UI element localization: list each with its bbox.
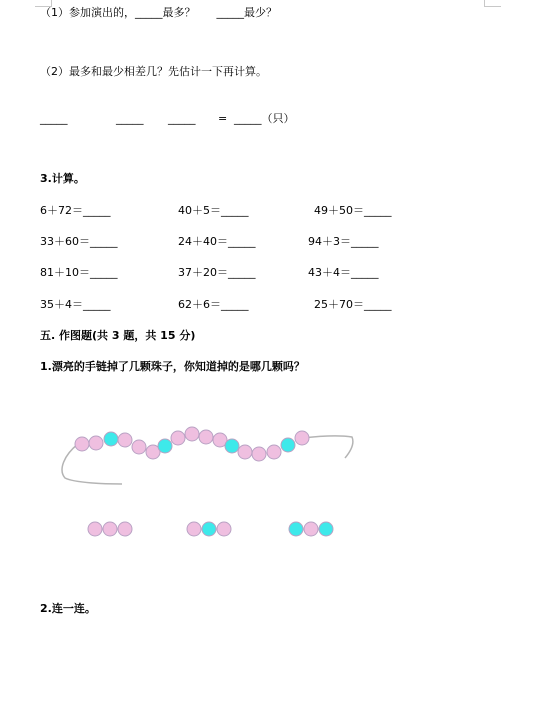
option-bead — [88, 522, 102, 536]
bracelet-bead — [75, 437, 89, 451]
calc-cell: 62＋6＝_____ — [178, 298, 249, 311]
question-5-1: 1.漂亮的手链掉了几颗珠子，你知道掉的是哪几颗吗？ — [40, 360, 305, 373]
option-bead — [289, 522, 303, 536]
bracelet-bead — [118, 433, 132, 447]
bracelet-bead — [281, 438, 295, 452]
calc-cell: 37＋20＝_____ — [178, 266, 256, 279]
q2-blank-b: _____ — [116, 112, 144, 125]
calc-cell: 24＋40＝_____ — [178, 235, 256, 248]
option-bead — [103, 522, 117, 536]
calc-cell: 40＋5＝_____ — [178, 204, 249, 217]
bracelet-bead — [225, 439, 239, 453]
q2-result: _____（只） — [234, 112, 295, 125]
option-bead — [202, 522, 216, 536]
bracelet-bead — [89, 436, 103, 450]
calc-cell: 94＋3＝_____ — [308, 235, 379, 248]
question-5-2: 2.连一连。 — [40, 602, 96, 615]
calc-cell: 49＋50＝_____ — [314, 204, 392, 217]
question-1-line: （1）参加演出的，_____最多？ _____最少？ — [40, 6, 277, 19]
bracelet-bead — [104, 432, 118, 446]
calc-cell: 33＋60＝_____ — [40, 235, 118, 248]
option-bead — [319, 522, 333, 536]
option-bead — [118, 522, 132, 536]
option-bead — [304, 522, 318, 536]
bracelet-bead — [158, 439, 172, 453]
bracelet-bead — [199, 430, 213, 444]
bracelet-bead — [267, 445, 281, 459]
option-bead — [187, 522, 201, 536]
q2-blank-c: _____ — [168, 112, 196, 125]
calc-cell: 6＋72＝_____ — [40, 204, 111, 217]
bracelet-bead — [185, 427, 199, 441]
bracelet-bead — [171, 431, 185, 445]
calc-cell: 43＋4＝_____ — [308, 266, 379, 279]
calc-cell: 25＋70＝_____ — [314, 298, 392, 311]
bracelet-bead — [132, 440, 146, 454]
calc-cell: 81＋10＝_____ — [40, 266, 118, 279]
section-3-title: 3.计算。 — [40, 172, 85, 185]
calc-cell: 35＋4＝_____ — [40, 298, 111, 311]
option-bead — [217, 522, 231, 536]
q2-blank-a: _____ — [40, 112, 68, 125]
section-5-title: 五. 作图题(共 3 题，共 15 分) — [40, 329, 196, 342]
bracelet-bead — [238, 445, 252, 459]
bracelet-bead — [252, 447, 266, 461]
question-2-line: （2）最多和最少相差几？先估计一下再计算。 — [40, 65, 267, 78]
bracelet-bead — [295, 431, 309, 445]
q2-equals: = — [218, 112, 228, 125]
